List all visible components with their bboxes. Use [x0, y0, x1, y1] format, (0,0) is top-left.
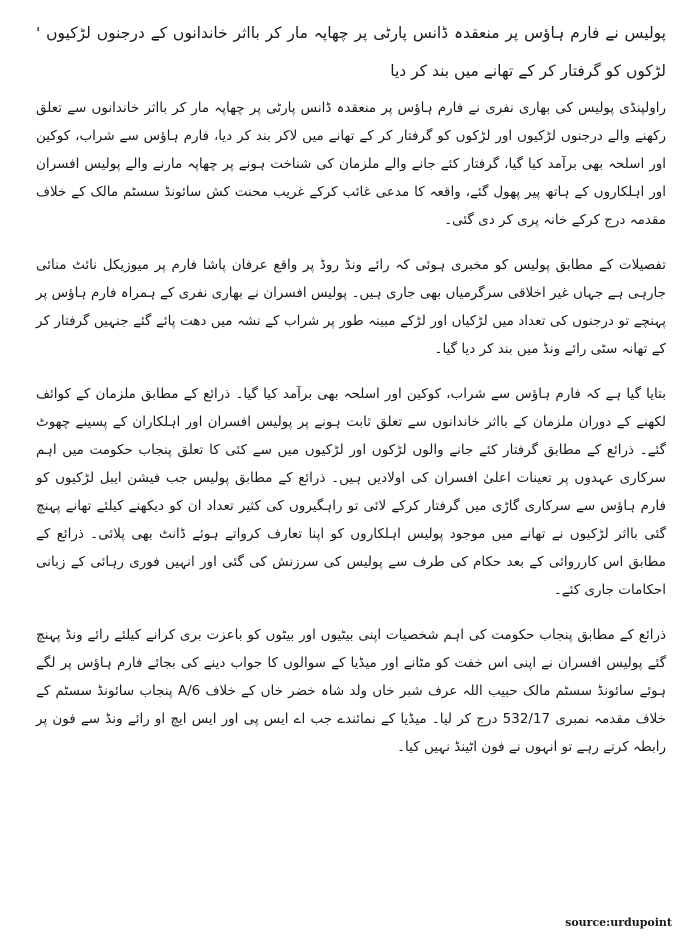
article-paragraph-2: تفصیلات کے مطابق پولیس کو مخبری ہوئی کہ رائے ونڈ روڈ پر واقع عرفان پاشا فارم پر میوزیکل نائٹ منائی جارہی ہے جہاں غیر اخلاقی سرگرمیاں بھی جاری ہیں۔ پولیس افسران نے بھاری نفری کے ہمراہ فارم ہاؤس پر پہنچے تو درجنوں کی تعداد میں لڑکیاں اور لڑکے مبینہ طور پر شراب کے نشہ میں دھت پائے گئے جنہیں گرفتار کر کے تھانہ سٹی رائے ونڈ میں بند کر دیا گیا۔: [36, 257, 666, 357]
news-article: [36, 14, 666, 778]
article-headline: پولیس نے فارم ہاؤس پر منعقدہ ڈانس پارٹی پر چھاپہ مار کر بااثر خاندانوں کے درجنوں لڑکیوں ' لڑکوں کو گرفتار کر کے تھانے میں بند کر دیا: [36, 24, 666, 80]
article-paragraph-1: راولپنڈی پولیس کی بھاری نفری نے فارم ہاؤس پر منعقدہ ڈانس پارٹی پر چھاپہ مار کر بااثر خاندانوں سے تعلق رکھنے والے درجنوں لڑکیوں اور لڑکوں کو گرفتار کر کے تھانے میں لاکر بند کر دیا، فارم ہاؤس سے شراب، کوکین اور اسلحہ بھی برآمد کیا گیا، گرفتار کئے جانے والے ملزمان کی شناخت ہونے پر چھاپہ مارنے والے پولیس افسران اور اہلکاروں کے ہاتھ پیر پھول گئے، واقعہ کا مدعی غائب کرکے غریب محنت کش سائونڈ سسٹم مالک کے خلاف مقدمہ درج کرکے خانہ پری کر دی گئی۔: [36, 100, 666, 228]
article-paragraph-3: بتایا گیا ہے کہ فارم ہاؤس سے شراب، کوکین اور اسلحہ بھی برآمد کیا گیا۔ ذرائع کے مطابق ملزمان کے کوائف لکھنے کے دوران ملزمان کے بااثر خاندانوں سے تعلق ثابت ہونے پر پولیس افسران اور اہلکاران کے پسینے چھوٹ گئے۔ ذرائع کے مطابق گرفتار کئے جانے والوں لڑکوں اور لڑکیوں میں سے کئی کا تعلق پنجاب حکومت میں اہم سرکاری عہدوں پر تعینات اعلیٰ افسران کی اولادیں ہیں۔ ذرائع کے مطابق پولیس جب فیشن ایبل لڑکیوں کو فارم ہاؤس سے سرکاری گاڑی میں گرفتار کرکے لائی تو راہگیروں کی کثیر تعداد ان کو دیکھنے کیلئے تھانے پہنچ گئی بااثر لڑکیوں نے تھانے میں موجود پولیس اہلکاروں کو اپنا تعارف کرواتے ہوئے ڈانٹ بھی پلائی۔ ذرائع کے مطابق اس کارروائی کے بعد حکام کی طرف سے پولیس کی سرزنش کی گئی اور انہیں فوری رہائی کے زبانی احکامات جاری کئے۔: [36, 386, 666, 598]
source-credit: source:urdupoint: [565, 916, 672, 929]
article-paragraph-4: ذرائع کے مطابق پنجاب حکومت کی اہم شخصیات اپنی بیٹیوں اور بیٹوں کو باعزت بری کرانے کیلئے رائے ونڈ پہنچ گئے پولیس افسران نے اپنی اس خفت کو مٹانے اور میڈیا کے سوالوں کا جواب دینے کی بجائے فارم ہاؤس پر لگے ہوئے سائونڈ سسٹم مالک حبیب اللہ عرف شبر خاں ولد شاہ خضر خاں کے خلاف A/6 پنجاب سائونڈ سسٹم کے خلاف مقدمہ نمبری 532/17 درج کر لیا۔ میڈیا کے نمائندے جب اے ایس پی اور ایس ایچ او رائے ونڈ سے فون پر رابطہ کرتے رہے تو انہوں نے فون اٹینڈ نہیں کیا۔: [36, 627, 666, 755]
